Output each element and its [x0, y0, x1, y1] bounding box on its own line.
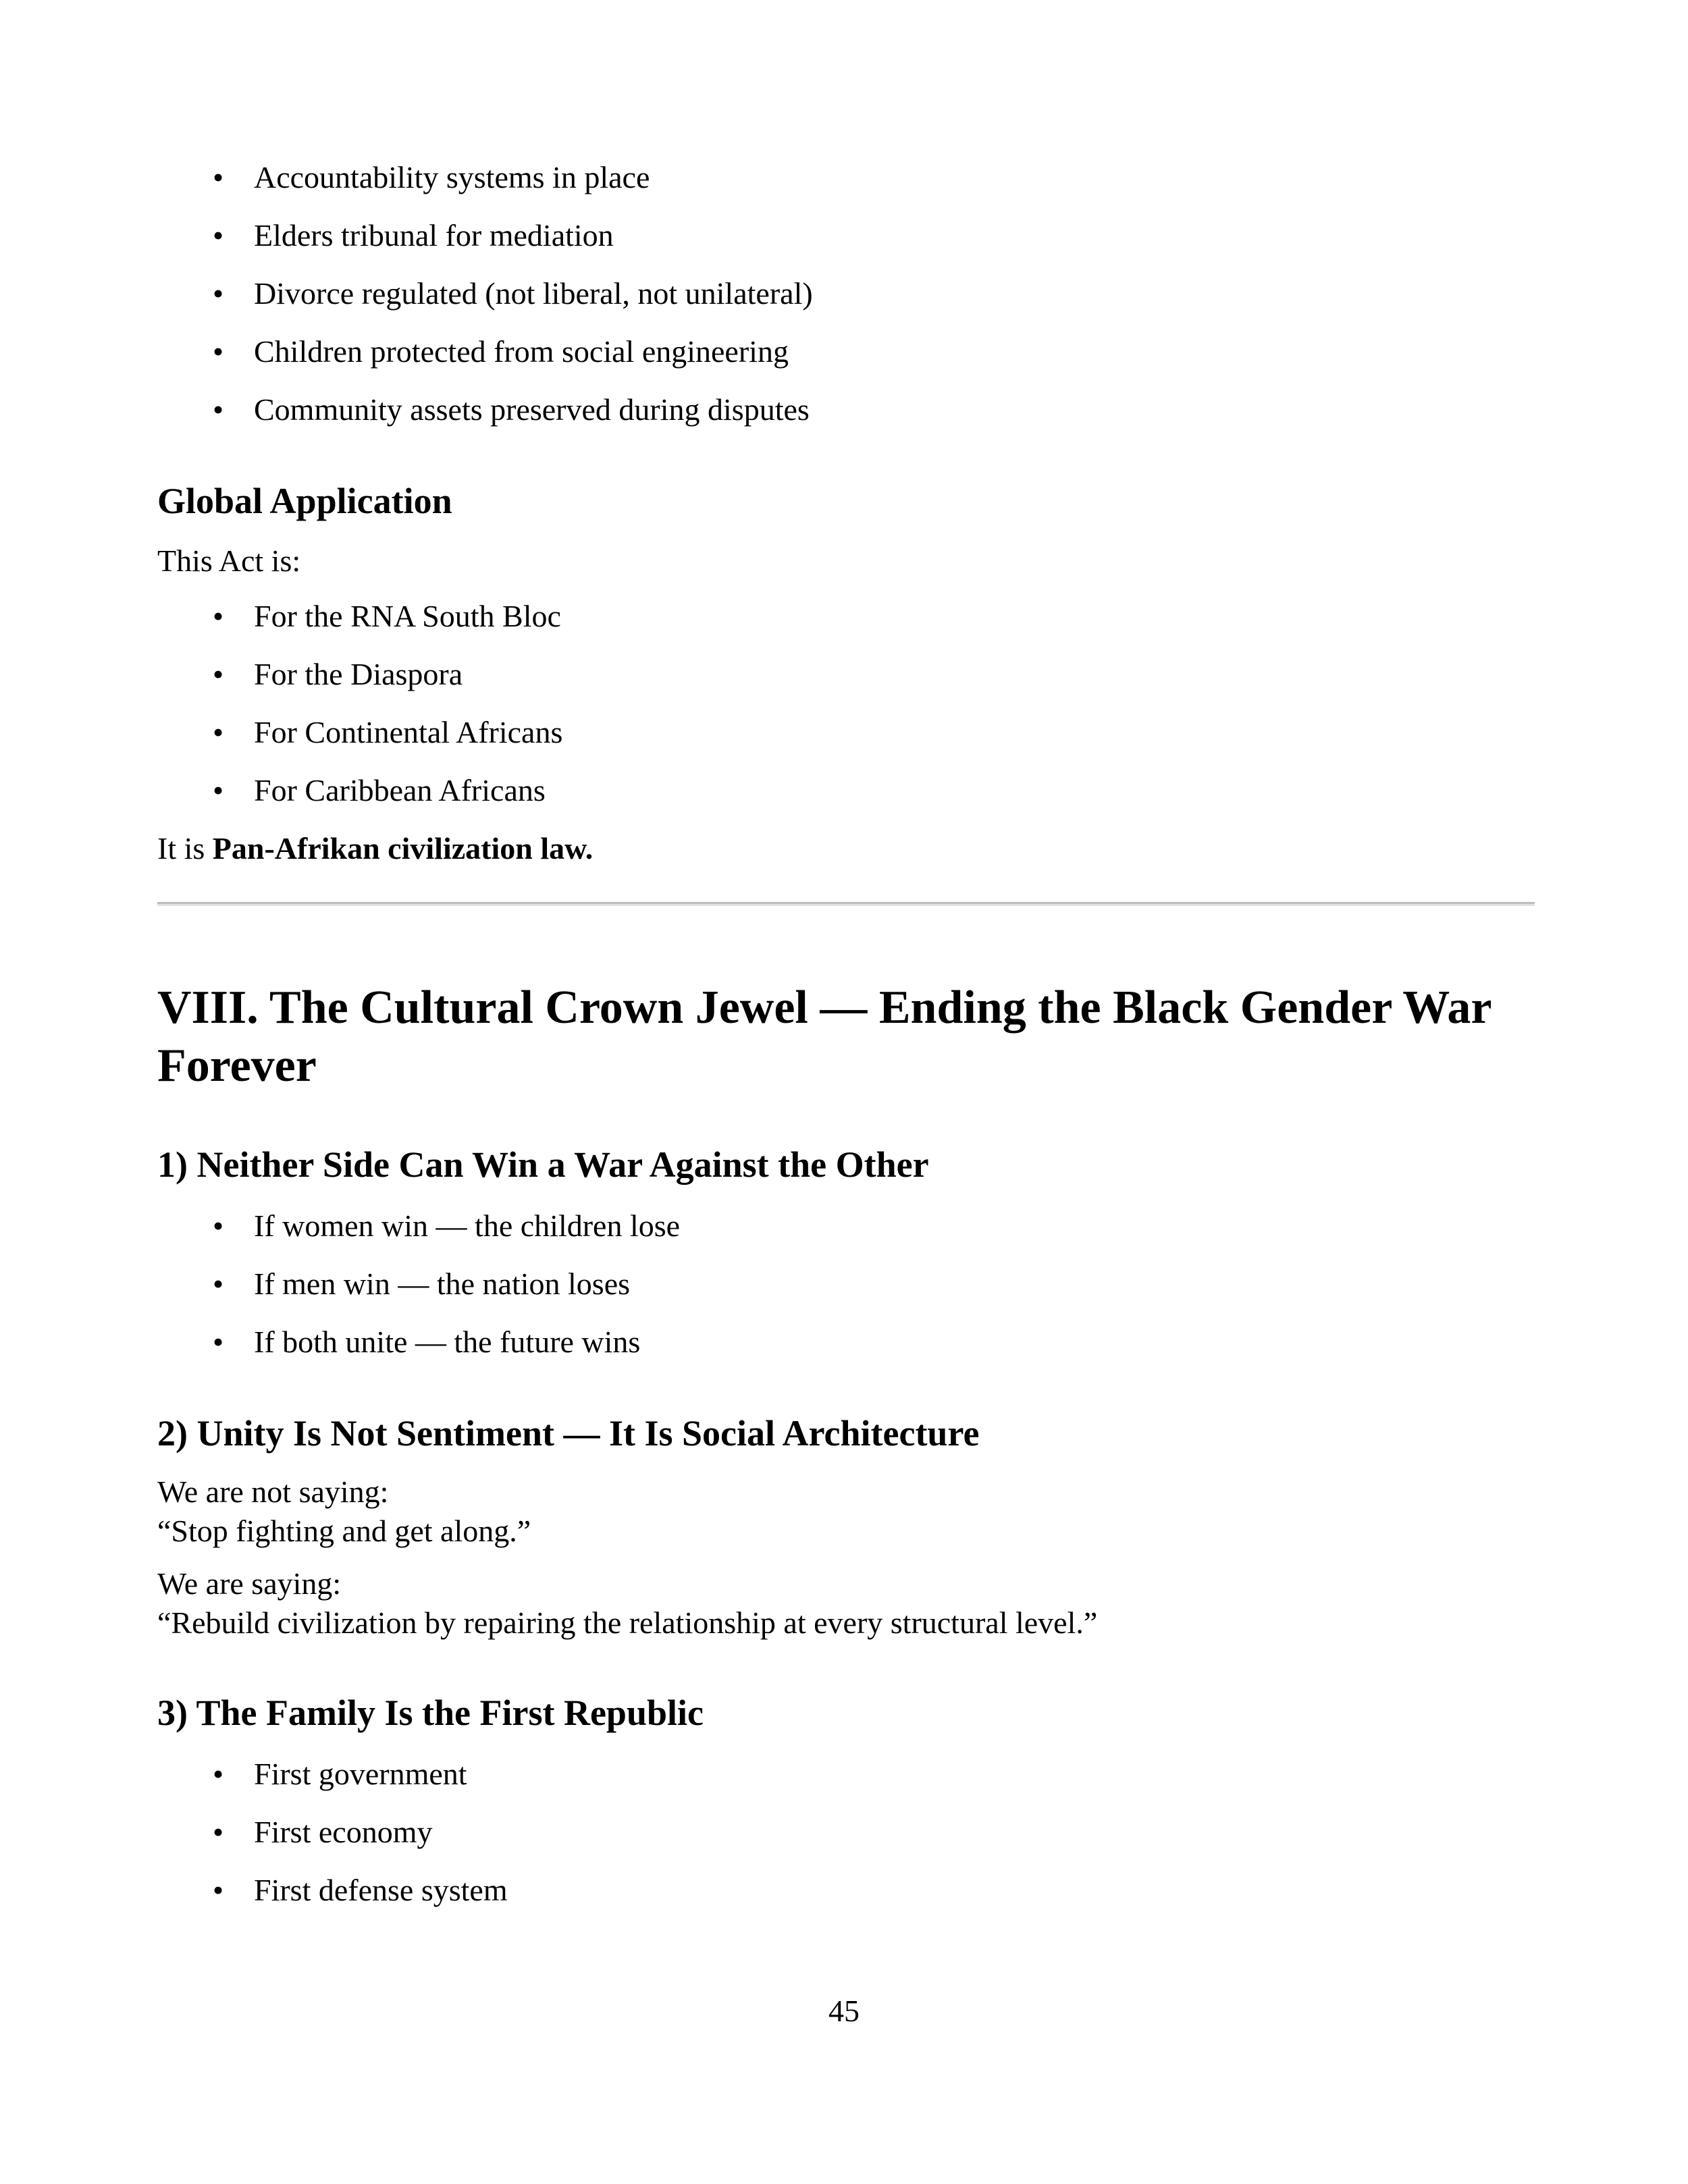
list-item: • If women win — the children lose — [0, 1197, 680, 1255]
list-item: • First government — [0, 1745, 508, 1803]
list-item: • For the Diaspora — [0, 645, 562, 703]
list-item: • For the RNA South Bloc — [0, 587, 562, 645]
page-number: 45 — [828, 1994, 860, 2028]
subsection-2-paragraph-1 — [157, 1472, 531, 1551]
list-item: • For Continental Africans — [0, 703, 562, 762]
list-item: • Elders tribunal for mediation — [0, 207, 813, 265]
paragraph-line: We are not saying: — [157, 1474, 389, 1509]
global-application-list — [0, 587, 562, 820]
closing-prefix: It is — [157, 831, 213, 865]
subsection-heading-3: 3) The Family Is the First Republic — [157, 1693, 704, 1733]
list-item: • First economy — [0, 1803, 508, 1861]
section-divider — [157, 902, 1535, 906]
paragraph-line: We are saying: — [157, 1566, 342, 1601]
section-title: VIII. The Cultural Crown Jewel — Ending the Black Gender War Forever — [157, 982, 1492, 1092]
subsection-2-paragraph-2 — [157, 1564, 1097, 1643]
global-application-heading: Global Application — [157, 481, 452, 521]
list-item: • If men win — the nation loses — [0, 1255, 680, 1313]
global-application-closing — [157, 829, 593, 868]
list-item: • Divorce regulated (not liberal, not unilateral) — [0, 265, 813, 323]
subsection-1-list — [0, 1197, 680, 1371]
list-item: • Children protected from social engineering — [0, 323, 813, 381]
list-item: • If both unite — the future wins — [0, 1313, 680, 1371]
closing-bold: Pan-Afrikan civilization law. — [212, 831, 594, 865]
subsection-3-list — [0, 1745, 508, 1919]
paragraph-line: “Stop fighting and get along.” — [157, 1514, 531, 1548]
list-item: • First defense system — [0, 1861, 508, 1919]
accountability-list — [0, 149, 813, 439]
list-item: • Community assets preserved during disputes — [0, 381, 813, 439]
subsection-heading-1: 1) Neither Side Can Win a War Against the Other — [157, 1144, 929, 1185]
list-item: • For Caribbean Africans — [0, 762, 562, 820]
paragraph-line: “Rebuild civilization by repairing the relationship at every structural level.” — [157, 1605, 1098, 1640]
subsection-heading-2: 2) Unity Is Not Sentiment — It Is Social Architecture — [157, 1413, 980, 1454]
list-item: • Accountability systems in place — [0, 149, 813, 207]
global-application-intro: This Act is: — [157, 543, 301, 578]
